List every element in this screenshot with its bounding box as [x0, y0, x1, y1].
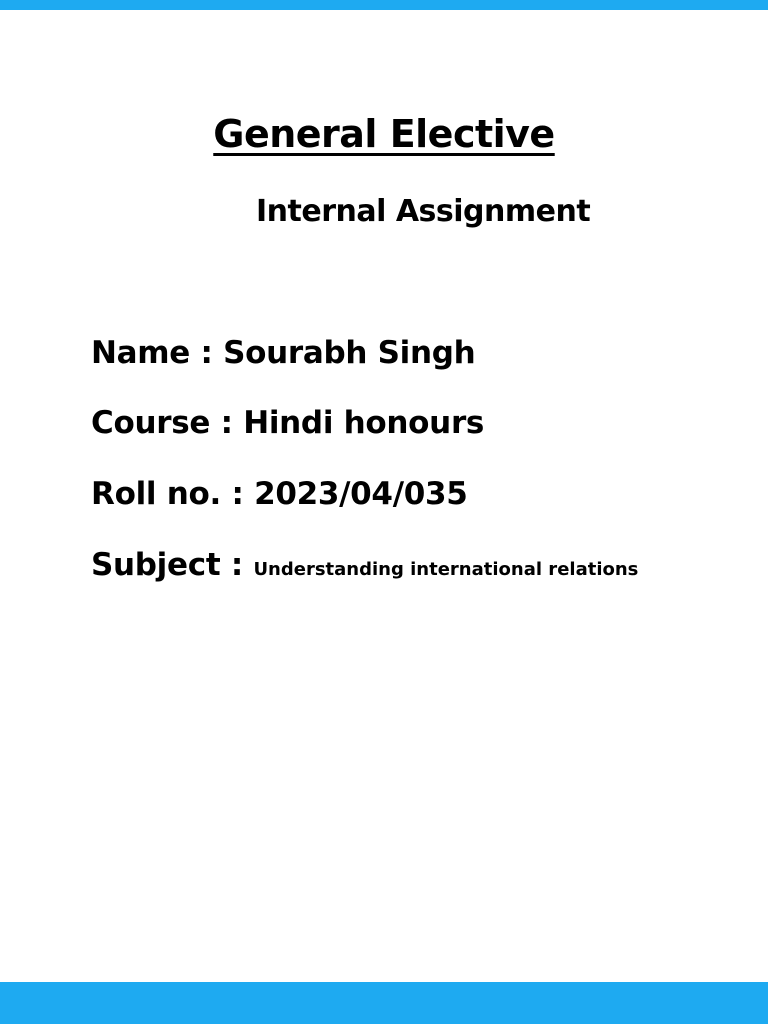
course-separator: :: [210, 405, 244, 441]
course-value: Hindi honours: [243, 405, 485, 441]
roll-number-label: Roll no.: [91, 476, 221, 512]
course-label: Course: [91, 405, 211, 441]
roll-number-value: 2023/04/035: [254, 476, 468, 512]
roll-number-field: [91, 476, 468, 512]
name-label: Name: [91, 335, 190, 371]
course-field: [91, 405, 484, 441]
subject-label: Subject: [91, 547, 221, 583]
document-subtitle: Internal Assignment: [256, 194, 591, 229]
bottom-accent-bar: [0, 982, 768, 1024]
name-field: [91, 335, 475, 371]
name-separator: :: [190, 335, 224, 371]
document-title: General Elective: [213, 112, 555, 156]
subject-separator: :: [220, 547, 254, 583]
name-value: Sourabh Singh: [223, 335, 476, 371]
subject-value: Understanding international relations: [253, 559, 639, 580]
subject-field: [91, 547, 638, 583]
roll-number-separator: :: [220, 476, 255, 512]
top-accent-bar: [0, 0, 768, 10]
